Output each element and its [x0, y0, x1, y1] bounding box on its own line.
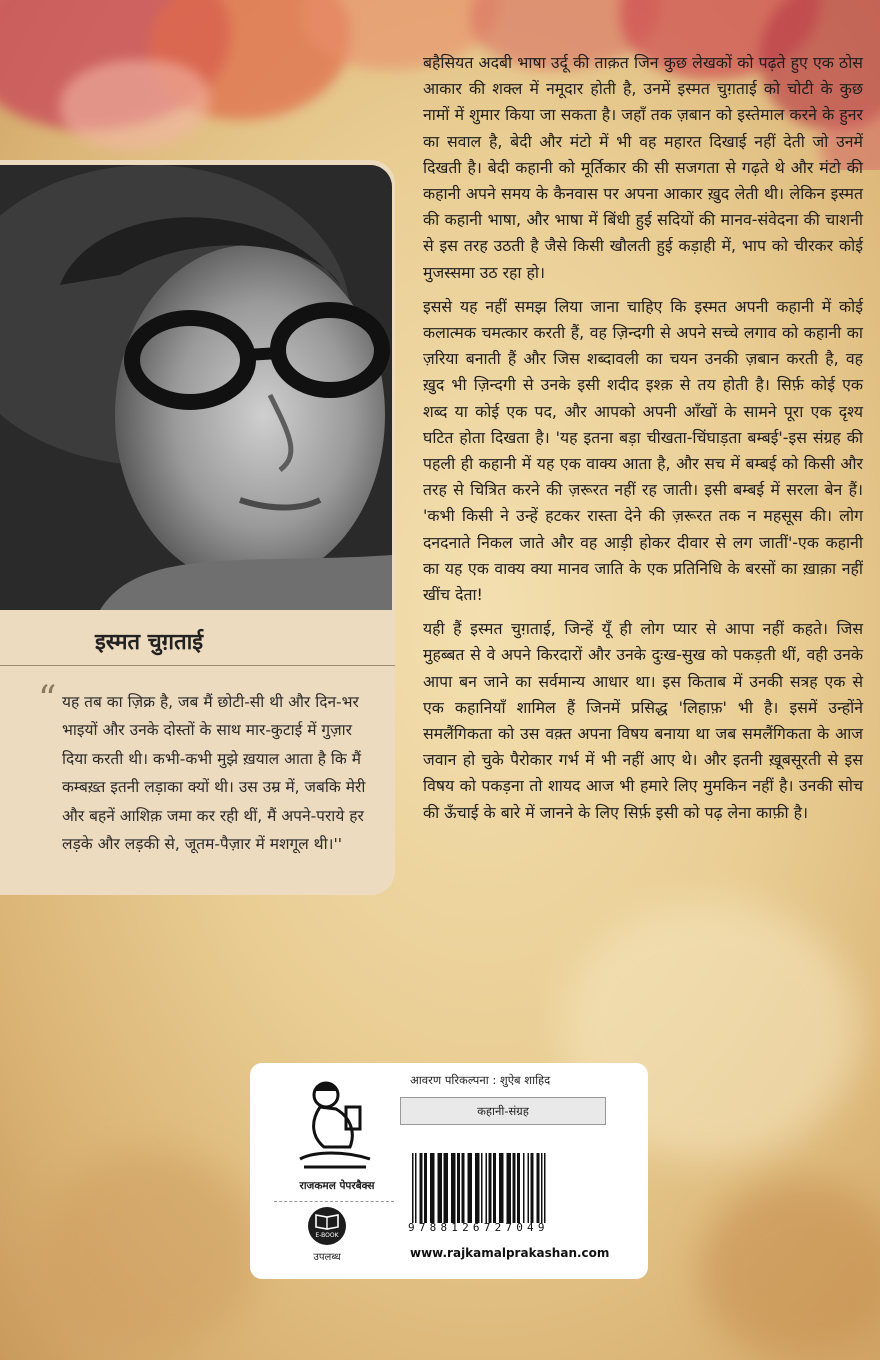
- barcode-bar: [457, 1153, 460, 1223]
- ebook-available-label: उपलब्ध: [313, 1252, 341, 1263]
- blurb-paragraph: बहैसियत अदबी भाषा उर्दू की ताक़त जिन कुछ लेखकों को पढ़ते हुए एक ठोस आकार की शक्ल में नमूदार होती है, उनमें इस्मत चुग़ताई को चोटी के कुछ नामों में शुमार किया जा सकता है। जहाँ तक ज़बान को इस्तेमाल करने के हुनर का सवाल है, बेदी और मंटो में भी वह महारत दिखाई नहीं देती जो उनमें दिखती है। बेदी कहानी को मूर्तिकार की सी सजगता से गढ़ते थे और मंटो की कहानी अपने समय के कैनवास पर अपना आकार ख़ुद लेती थी। लेकिन इस्मत की कहानी भाषा, और भाषा में बिंधी हुई सदियों की मानव-संवेदना की चाशनी से इस तरह उठती है जैसे किसी खौलती हुई कड़ाही में, भाप को चीरकर कोई मुजस्समा उठ रहा हो।: [423, 53, 863, 282]
- ebook-icon: [308, 1207, 346, 1245]
- barcode-bar: [486, 1153, 488, 1223]
- portrait-illustration: [0, 165, 392, 610]
- barcode-bar: [481, 1153, 483, 1223]
- barcode-bar: [438, 1153, 443, 1223]
- barcode-bar: [537, 1153, 540, 1223]
- quote-divider: [0, 665, 395, 666]
- barcode-bar: [462, 1153, 465, 1223]
- barcode-bar: [424, 1153, 427, 1223]
- barcode-bar: [489, 1153, 492, 1223]
- isbn-barcode: [410, 1153, 606, 1223]
- author-name: इस्मत चुग़ताई: [95, 630, 204, 655]
- barcode-bar: [444, 1153, 449, 1223]
- blurb-text: [423, 50, 863, 834]
- cover-credit: आवरण परिकल्पना : शुऐब शाहिद: [410, 1073, 551, 1087]
- barcode-bar: [493, 1153, 496, 1223]
- publisher-name: राजकमल पेपरबैक्स: [299, 1180, 375, 1192]
- blurb-paragraph: यही हैं इस्मत चुग़ताई, जिन्हें यूँ ही लोग प्यार से आपा नहीं कहते। जिस मुहब्बत से वे अपने किरदारों और उनके दुःख-सुख को पकड़ती थीं, वही उनके आपा बन जाने का सर्वमान्य आधार था। इस किताब में उनकी सत्रह एक से एक कहानियाँ शामिल हैं जिनमें प्रसिद्ध 'लिहाफ़' भी है। इसमें उन्होंने समलैंगिकता को उस वक़्त अपना विषय बनाया था जब समलैंगिकता के आज जवान हो चुके पैरोकार गर्भ में भी नहीं आए थे। और इतनी ख़ूबसूरती से इस विषय को पकड़ना तो शायद आज भी हमारे लिए मुमकिन नहीं है। उनकी सोच की ऊँचाई के बारे में जानने के लिए सिर्फ़ इसी को पढ़ लेना काफ़ी है।: [423, 619, 863, 822]
- paper-stain: [700, 1180, 880, 1360]
- paper-stain: [40, 1150, 260, 1350]
- barcode-bar: [531, 1153, 534, 1223]
- reading-figure-logo-icon: [290, 1077, 380, 1173]
- barcode-bar: [468, 1153, 473, 1223]
- barcode-bar: [513, 1153, 516, 1223]
- publisher-website[interactable]: www.rajkamalprakashan.com: [410, 1246, 610, 1260]
- open-book-icon: [308, 1207, 346, 1231]
- publisher-panel: [250, 1063, 648, 1279]
- barcode-bar: [544, 1153, 546, 1223]
- barcode-bar: [412, 1153, 414, 1223]
- quote-mark-icon: “: [38, 679, 57, 720]
- barcode-bar: [420, 1153, 423, 1223]
- ebook-badge-label: E-BOOK: [315, 1232, 339, 1239]
- barcode-bar: [541, 1153, 543, 1223]
- barcode-bar: [499, 1153, 504, 1223]
- author-photo: [0, 165, 392, 610]
- barcode-bar: [415, 1153, 417, 1223]
- blurb-paragraph: इससे यह नहीं समझ लिया जाना चाहिए कि इस्मत अपनी कहानी में कोई कलात्मक चमत्कार करती हैं, वह ज़िन्दगी से अपने सच्चे लगाव को कहानी का ज़रिया बनाती हैं और जिस शब्दावली का चयन उनकी ज़बान करती है, वह ख़ुद भी ज़िन्दगी से उनके इसी शदीद इश्क़ से तय होती है। सिर्फ़ कोई एक शब्द या कोई एक पद, और आपको अपनी आँखों के सामने पूरा एक दृश्य घटित होता दिखता है। 'यह इतना बड़ा चीखता-चिंघाड़ता बम्बई'-इस संग्रह की पहली ही कहानी में यह एक वाक्य आता है, और सच में बम्बई को किसी और तरह से चित्रित करने की ज़रूरत नहीं रह जाती। इसी बम्बई में सरला बेन हैं। 'कभी किसी ने उन्हें हटकर रास्ता देने की ज़रूरत तक न महसूस की। लोग दनदनाते निकल जाते और वह आड़ी होकर दीवार से लग जातीं'-एक कहानी का यह एक वाक्य क्या मानव जाति के एक प्रतिनिधि के बरसों का ख़ाक़ा नहीं खींच देता!: [423, 296, 863, 605]
- barcode-bar: [528, 1153, 530, 1223]
- barcode-bar: [523, 1153, 525, 1223]
- genre-label: कहानी-संग्रह: [400, 1097, 606, 1125]
- author-quote: यह तब का ज़िक्र है, जब मैं छोटी-सी थी और दिन-भर भाइयों और उनके दोस्तों के साथ मार-कुटाई में गुज़ार दिया करती थी। कभी-कभी मुझे ख़याल आता है कि मैं कम्बख़्त इतनी लड़ाका क्यों थी। उस उम्र में, जबकि मेरी और बहनें आशिक़ जमा कर रही थीं, मैं अपने-पराये हर लड़के और लड़की से, जूतम-पैज़ार में मशगूल थी।'': [62, 693, 366, 854]
- barcode-bar: [451, 1153, 456, 1223]
- barcode-bar: [475, 1153, 480, 1223]
- barcode-bar: [507, 1153, 512, 1223]
- barcode-bar: [430, 1153, 435, 1223]
- publisher-divider: [274, 1201, 394, 1202]
- isbn-number: 9788126727049: [408, 1221, 549, 1234]
- barcode-bar: [517, 1153, 520, 1223]
